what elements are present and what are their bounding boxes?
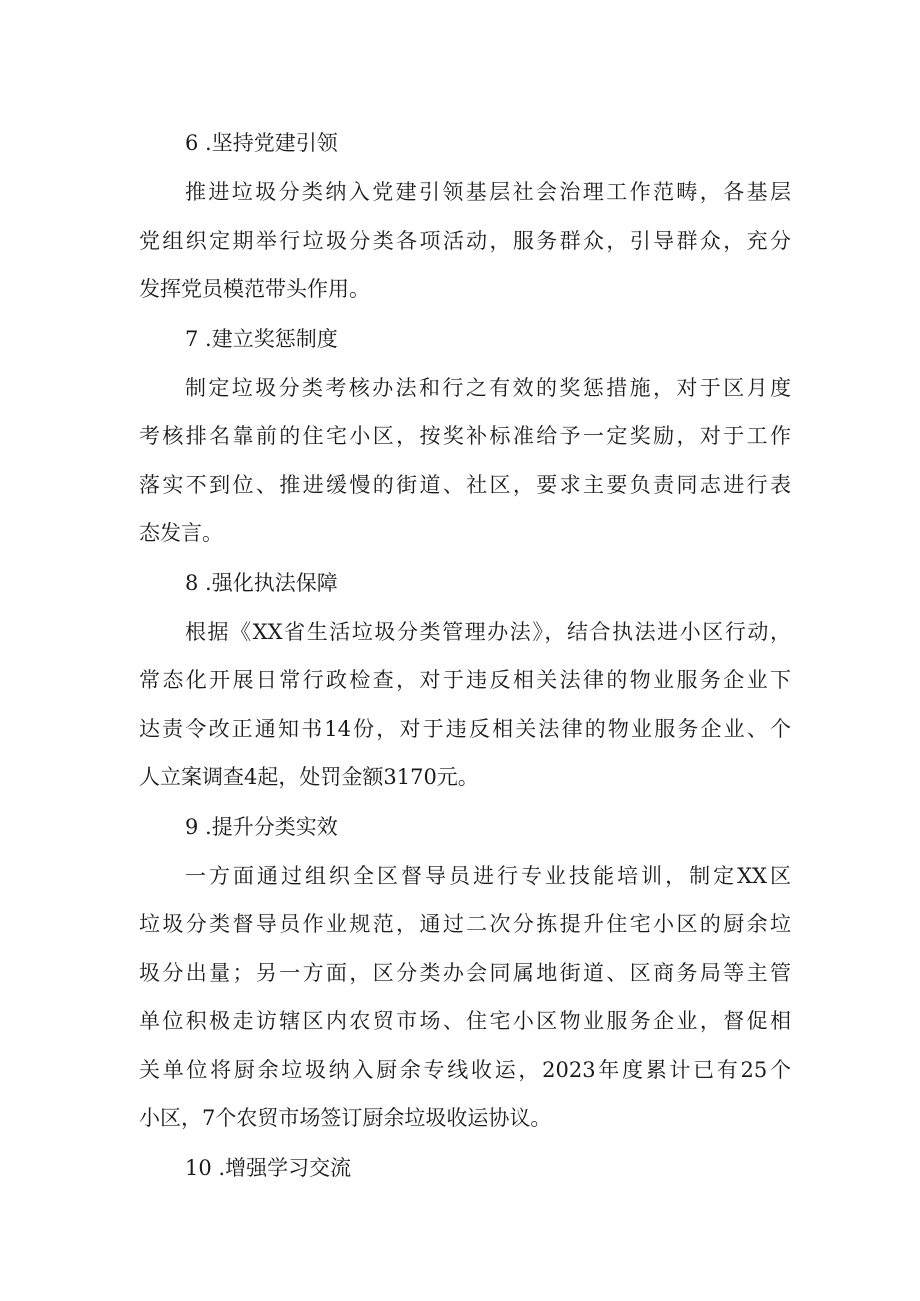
paragraph-line: 人立案调查4起，处罚金额3170元。 <box>139 765 479 789</box>
section-10 <box>139 1143 791 1193</box>
paragraph-line: 小区，7个农贸市场签订厨余垃圾收运协议。 <box>139 1106 552 1130</box>
section-heading: 10 .增强学习交流 <box>185 1155 352 1180</box>
paragraph-line: 根据《XX省生活垃圾分类管理办法》，结合执法进小区行动， <box>185 619 791 644</box>
section-paragraph <box>139 168 791 314</box>
section-heading: 7 .建立奖惩制度 <box>185 326 338 351</box>
paragraph-line: 单位积极走访辖区内农贸市场、住宅小区物业服务企业，督促相 <box>139 1009 791 1033</box>
section-paragraph <box>139 852 791 1143</box>
paragraph-line: 考核排名靠前的住宅小区，按奖补标准给予一定奖励，对于工作 <box>139 424 791 448</box>
paragraph-line: 垃圾分类督导员作业规范，通过二次分拣提升住宅小区的厨余垃 <box>139 912 791 936</box>
paragraph-line: 关单位将厨余垃圾纳入厨余专线收运，2023年度累计已有25个 <box>139 1057 791 1082</box>
paragraph-line: 达责令改正通知书14份，对于违反相关法律的物业服务企业、个 <box>139 716 791 741</box>
section-heading: 9 .提升分类实效 <box>185 814 338 839</box>
paragraph-line: 态发言。 <box>139 521 223 545</box>
section-heading: 6 .坚持党建引领 <box>185 131 338 155</box>
paragraph-line: 落实不到位、推进缓慢的街道、社区，要求主要负责同志进行表 <box>139 472 791 497</box>
section-6 <box>139 118 791 314</box>
paragraph-line: 制定垃圾分类考核办法和行之有效的奖惩措施，对于区月度 <box>185 375 791 400</box>
paragraph-line: 发挥党员模范带头作用。 <box>139 277 370 301</box>
section-heading: 8 .强化执法保障 <box>185 570 338 595</box>
paragraph-line: 圾分出量；另一方面，区分类办会同属地街道、区商务局等主管 <box>139 960 791 985</box>
section-paragraph <box>139 608 791 802</box>
section-7 <box>139 314 791 558</box>
paragraph-line: 一方面通过组织全区督导员进行专业技能培训，制定XX区 <box>185 863 791 888</box>
section-9 <box>139 802 791 1143</box>
document-page <box>139 118 791 1193</box>
section-paragraph <box>139 364 791 558</box>
section-8 <box>139 558 791 802</box>
paragraph-line: 党组织定期举行垃圾分类各项活动，服务群众，引导群众，充分 <box>139 228 791 253</box>
paragraph-line: 常态化开展日常行政检查，对于违反相关法律的物业服务企业下 <box>139 668 791 692</box>
paragraph-line: 推进垃圾分类纳入党建引领基层社会治理工作范畴，各基层 <box>185 180 791 204</box>
